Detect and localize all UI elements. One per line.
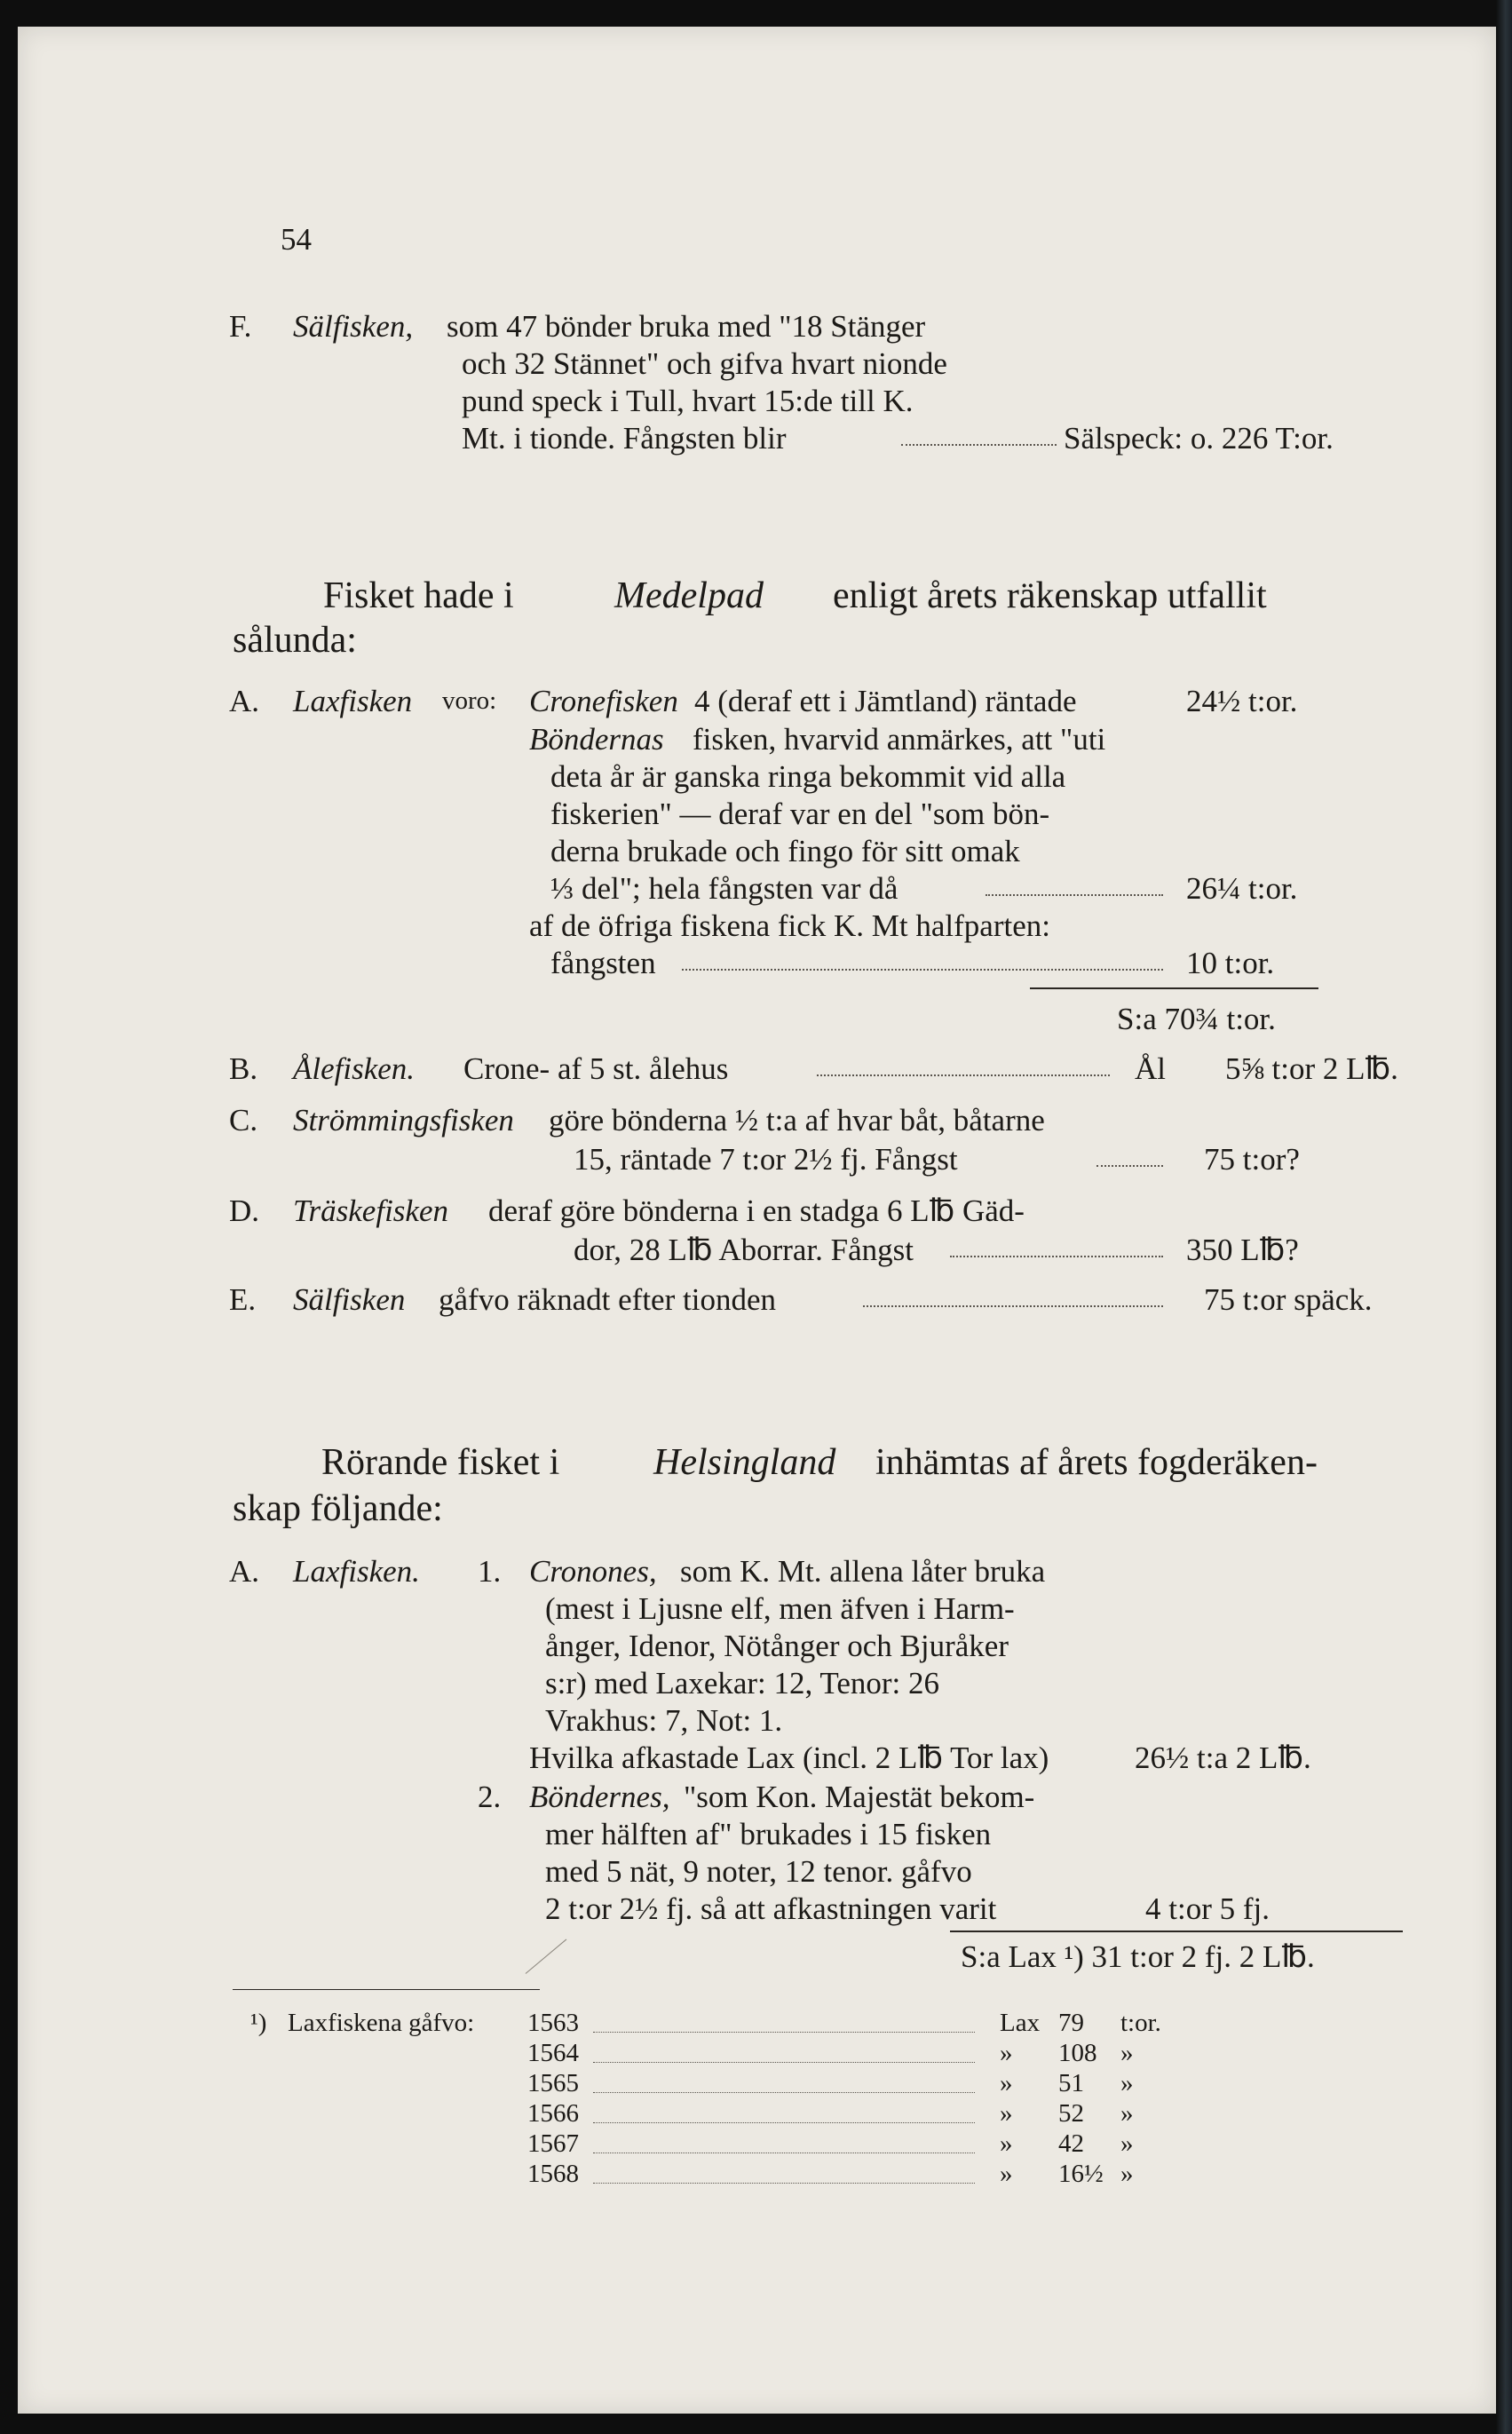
md-dot-leader (950, 1256, 1163, 1257)
footnote-value: 108 (1058, 2039, 1097, 2067)
helsingland-heading-b: inhämtas af årets fogderäken- (875, 1442, 1318, 1483)
md-line2: dor, 28 L℔ Aborrar. Fångst (574, 1233, 914, 1267)
footnote-value: 51 (1058, 2069, 1084, 2097)
ha-sum: S:a Lax ¹) 31 t:or 2 fj. 2 L℔. (961, 1939, 1315, 1974)
footnote-year: 1567 (527, 2129, 579, 2158)
footnote-unit: » (1000, 2099, 1013, 2128)
mc-line2: 15, räntade 7 t:or 2½ fj. Fångst (574, 1142, 958, 1177)
footnote-value: 52 (1058, 2099, 1084, 2128)
footnote-year: 1564 (527, 2039, 579, 2067)
ma-sum-rule (1030, 987, 1318, 989)
md-line1: deraf göre bönderna i en stadga 6 L℔ Gäd- (488, 1193, 1025, 1228)
f-result: Sälspeck: o. 226 T:or. (1064, 421, 1334, 456)
md-title: Träskefisken (293, 1193, 448, 1228)
footnote-year: 1568 (527, 2160, 579, 2188)
ha-item2-line2: mer hälften af" brukades i 15 fisken (545, 1817, 992, 1851)
ma-bond-line3: fiskerien" — deraf var en del "som bön- (550, 797, 1050, 831)
md-letter: D. (229, 1193, 260, 1228)
mc-letter: C. (229, 1103, 258, 1138)
medelpad-heading-line2: sålunda: (233, 620, 357, 661)
f-line2: och 32 Stännet" och gifva hvart nionde (462, 346, 947, 381)
page-number: 54 (281, 222, 312, 257)
footnote-dot-leader (593, 2092, 975, 2093)
footnote-unit: Lax (1000, 2009, 1041, 2037)
helsingland-heading-line2: skap följande: (233, 1488, 443, 1529)
mb-unit: Ål (1135, 1051, 1166, 1086)
footnote-dot-leader (593, 2032, 975, 2033)
helsingland-place: Helsingland (653, 1442, 836, 1483)
footnote-year: 1565 (527, 2069, 579, 2097)
me-letter: E. (229, 1282, 257, 1317)
footnote-value: 16½ (1058, 2160, 1104, 2188)
ha-item2-line4: 2 t:or 2½ fj. så att afkastningen varit (545, 1891, 997, 1926)
footnote-label: Laxfiskena gåfvo: (288, 2009, 475, 2037)
ha-item1-line2: (mest i Ljusne elf, men äfven i Harm- (545, 1591, 1015, 1626)
me-value: 75 t:or späck. (1204, 1282, 1373, 1317)
ma-bond-name: Böndernas (529, 722, 664, 757)
footnote-unit: » (1000, 2039, 1013, 2067)
ha-item2-name: Böndernes, (529, 1780, 670, 1814)
ma-bond-dot-leader (986, 894, 1163, 896)
medelpad-heading-b: enligt årets räkenskap utfallit (833, 575, 1267, 616)
mc-dot-leader (1096, 1165, 1163, 1167)
medelpad-heading-a: Fisket hade i (323, 575, 514, 616)
ha-item1-line4: s:r) med Laxekar: 12, Tenor: 26 (545, 1666, 939, 1701)
footnote-suffix: » (1120, 2069, 1134, 2097)
ma-title-suffix: voro: (442, 686, 497, 715)
mb-dot-leader (817, 1074, 1110, 1076)
ma-bond-value: 26¼ t:or. (1186, 871, 1298, 906)
ma-bond-line5: ⅓ del"; hela fångsten var då (550, 871, 898, 906)
ha-sum-rule (950, 1931, 1403, 1932)
f-title: Sälfisken, (293, 309, 414, 344)
ma-crone-text: 4 (deraf ett i Jämtland) räntade (694, 684, 1077, 718)
me-title: Sälfisken (293, 1282, 406, 1317)
footnote-year: 1566 (527, 2099, 579, 2128)
mc-line1: göre bönderna ½ t:a af hvar båt, båtarne (549, 1103, 1045, 1138)
ma-title: Laxfisken (293, 684, 413, 718)
ma-bond-line1: fisken, hvarvid anmärkes, att "uti (693, 722, 1106, 757)
mb-letter: B. (229, 1051, 258, 1086)
footnote-dot-leader (593, 2183, 975, 2184)
f-letter: F. (229, 309, 252, 344)
ma-bond-line2: deta år är ganska ringa bekommit vid alla (550, 759, 1066, 794)
mb-value: 5⅝ t:or 2 L℔. (1225, 1051, 1398, 1086)
footnote-year: 1563 (527, 2009, 579, 2037)
footnote-suffix: » (1120, 2099, 1134, 2128)
ha-item2-line1: "som Kon. Majestät bekom- (684, 1780, 1035, 1814)
ma-letter: A. (229, 684, 260, 718)
ma-other-line2: fångsten (550, 946, 656, 980)
footnote-suffix: » (1120, 2160, 1134, 2188)
footnote-suffix: » (1120, 2129, 1134, 2158)
helsingland-heading-a: Rörande fisket i (321, 1442, 560, 1483)
footnote-marker: ¹) (250, 2009, 267, 2037)
ma-bond-line4: derna brukade och fingo för sitt omak (550, 834, 1020, 868)
ha-letter: A. (229, 1554, 260, 1589)
ha-title: Laxfisken. (293, 1554, 420, 1589)
footnote-dot-leader (593, 2062, 975, 2063)
ha-item2-num: 2. (478, 1780, 502, 1814)
mc-value: 75 t:or? (1204, 1142, 1300, 1177)
ma-other-value: 10 t:or. (1186, 946, 1275, 980)
footnote-unit: » (1000, 2069, 1013, 2097)
f-line4: Mt. i tionde. Fångsten blir (462, 421, 787, 456)
me-text: gåfvo räknadt efter tionden (439, 1282, 776, 1317)
footnote-unit: » (1000, 2129, 1013, 2158)
ha-item2-value: 4 t:or 5 fj. (1145, 1891, 1270, 1926)
ma-other-line1: af de öfriga fiskena fick K. Mt halfparten: (529, 908, 1050, 943)
mc-title: Strömmingsfisken (293, 1103, 514, 1138)
ma-sum: S:a 70¾ t:or. (1117, 1002, 1276, 1036)
f-dot-leader (901, 444, 1057, 446)
footnote-dot-leader (593, 2122, 975, 2123)
footnote-rule (233, 1989, 540, 1990)
ha-item1-line1: som K. Mt. allena låter bruka (680, 1554, 1046, 1589)
book-edge (1496, 0, 1512, 2434)
ha-item1-value: 26½ t:a 2 L℔. (1135, 1740, 1311, 1775)
f-line1: som 47 bönder bruka med "18 Stänger (447, 309, 926, 344)
ha-item2-line3: med 5 nät, 9 noter, 12 tenor. gåfvo (545, 1854, 972, 1889)
footnote-suffix: t:or. (1120, 2009, 1161, 2037)
ma-crone-name: Cronefisken (529, 684, 678, 718)
footnote-value: 42 (1058, 2129, 1084, 2158)
ha-item1-num: 1. (478, 1554, 502, 1589)
f-line3: pund speck i Tull, hvart 15:de till K. (462, 384, 914, 418)
footnote-suffix: » (1120, 2039, 1134, 2067)
ha-item1-line3: ånger, Idenor, Nötånger och Bjuråker (545, 1629, 1009, 1663)
ma-crone-value: 24½ t:or. (1186, 684, 1298, 718)
md-value: 350 L℔? (1186, 1233, 1299, 1267)
footnote-unit: » (1000, 2160, 1013, 2188)
me-dot-leader (863, 1305, 1163, 1307)
mb-title: Ålefisken. (293, 1051, 416, 1086)
ha-item1-line5: Vrakhus: 7, Not: 1. (545, 1703, 783, 1738)
ha-item1-line6: Hvilka afkastade Lax (incl. 2 L℔ Tor lax) (529, 1740, 1049, 1775)
mb-text: Crone- af 5 st. ålehus (463, 1051, 729, 1086)
footnote-value: 79 (1058, 2009, 1084, 2037)
medelpad-place: Medelpad (614, 575, 764, 616)
ma-other-dot-leader (682, 969, 1163, 971)
ha-item1-name: Cronones, (529, 1554, 657, 1589)
